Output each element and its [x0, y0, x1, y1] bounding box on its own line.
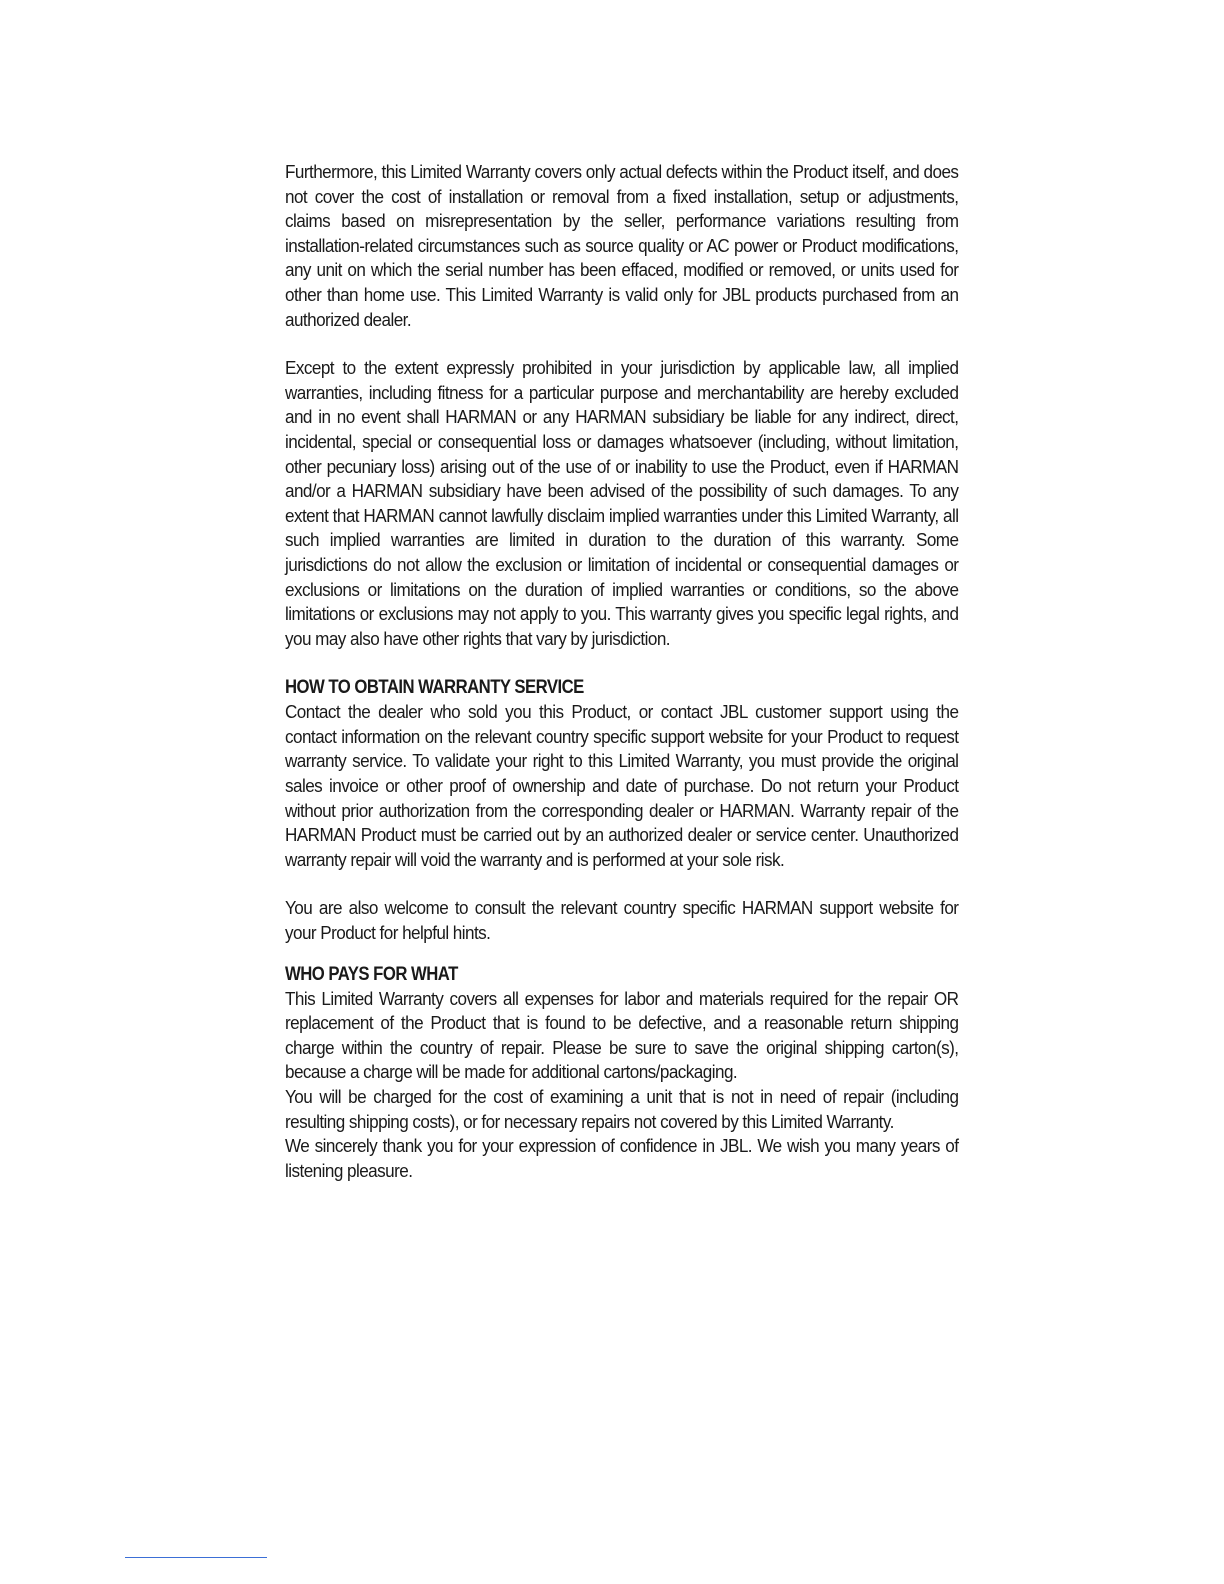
- paragraph-coverage-limits: Furthermore, this Limited Warranty covers only actual defects within the Product itself, and does not cover the cost of installation or removal from a fixed installation, setup or adjustments, claims based on misrepresentation by the seller, performance variations resulting from installation-related circumstances such as source quality or AC power or Product modifications, any unit on which the serial number has been effaced, modified or removed, or units used for other than home use. This Limited Warranty is valid only for JBL products purchased from an authorized dealer.: [285, 161, 959, 330]
- spacer: [285, 651, 959, 675]
- paragraph-charges: You will be charged for the cost of examining a unit that is not in need of repair (including resulting shipping costs), or for necessary repairs not covered by this Limited Warranty.: [285, 1086, 959, 1132]
- paragraph-implied-warranties: Except to the extent expressly prohibited in your jurisdiction by applicable law, all implied warranties, including fitness for a particular purpose and merchantability are hereby excluded and in no event shall HARMAN or any HARMAN subsidiary be liable for any indirect, direct, incidental, special or consequential loss or damages whatsoever (including, without limitation, other pecuniary loss) arising out of the use of or inability to use the Product, even if HARMAN and/or a HARMAN subsidiary have been advised of the possibility of such damages. To any extent that HARMAN cannot lawfully disclaim implied warranties under this Limited Warranty, all such implied warranties are limited in duration to the duration of this warranty. Some jurisdictions do not allow the exclusion or limitation of incidental or consequential damages or exclusions or limitations on the duration of implied warranties or conditions, so the above limitations or exclusions may not apply to you. This warranty gives you specific legal rights, and you may also have other rights that vary by jurisdiction.: [285, 357, 959, 649]
- paragraph-expenses-covered: This Limited Warranty covers all expenses for labor and materials required for the repair OR replacement of the Product that is found to be defective, and a reasonable return shipping charge within the country of repair. Please be sure to save the original shipping carton(s), because a charge will be made for additional cartons/packaging.: [285, 987, 959, 1083]
- heading-who-pays: WHO PAYS FOR WHAT: [285, 963, 458, 985]
- footnote-divider: [125, 1557, 267, 1558]
- spacer: [285, 872, 959, 896]
- heading-how-to-obtain-service: HOW TO OBTAIN WARRANTY SERVICE: [285, 677, 584, 699]
- document-page: [285, 160, 959, 1183]
- spacer: [285, 332, 959, 356]
- paragraph-contact-dealer: Contact the dealer who sold you this Product, or contact JBL customer support using the contact information on the relevant country specific support website for your Product to request warranty service. To validate your right to this Limited Warranty, you must provide the original sales invoice or other proof of ownership and date of purchase. Do not return your Product without prior authorization from the corresponding dealer or HARMAN. Warranty repair of the HARMAN Product must be carried out by an authorized dealer or service center. Unauthorized warranty repair will void the warranty and is performed at your sole risk.: [285, 701, 959, 870]
- paragraph-support-website: You are also welcome to consult the relevant country specific HARMAN support website for your Product for helpful hints.: [285, 897, 959, 944]
- paragraph-thank-you: We sincerely thank you for your expression of confidence in JBL. We wish you many years of listening pleasure.: [285, 1135, 959, 1181]
- spacer: [285, 946, 959, 962]
